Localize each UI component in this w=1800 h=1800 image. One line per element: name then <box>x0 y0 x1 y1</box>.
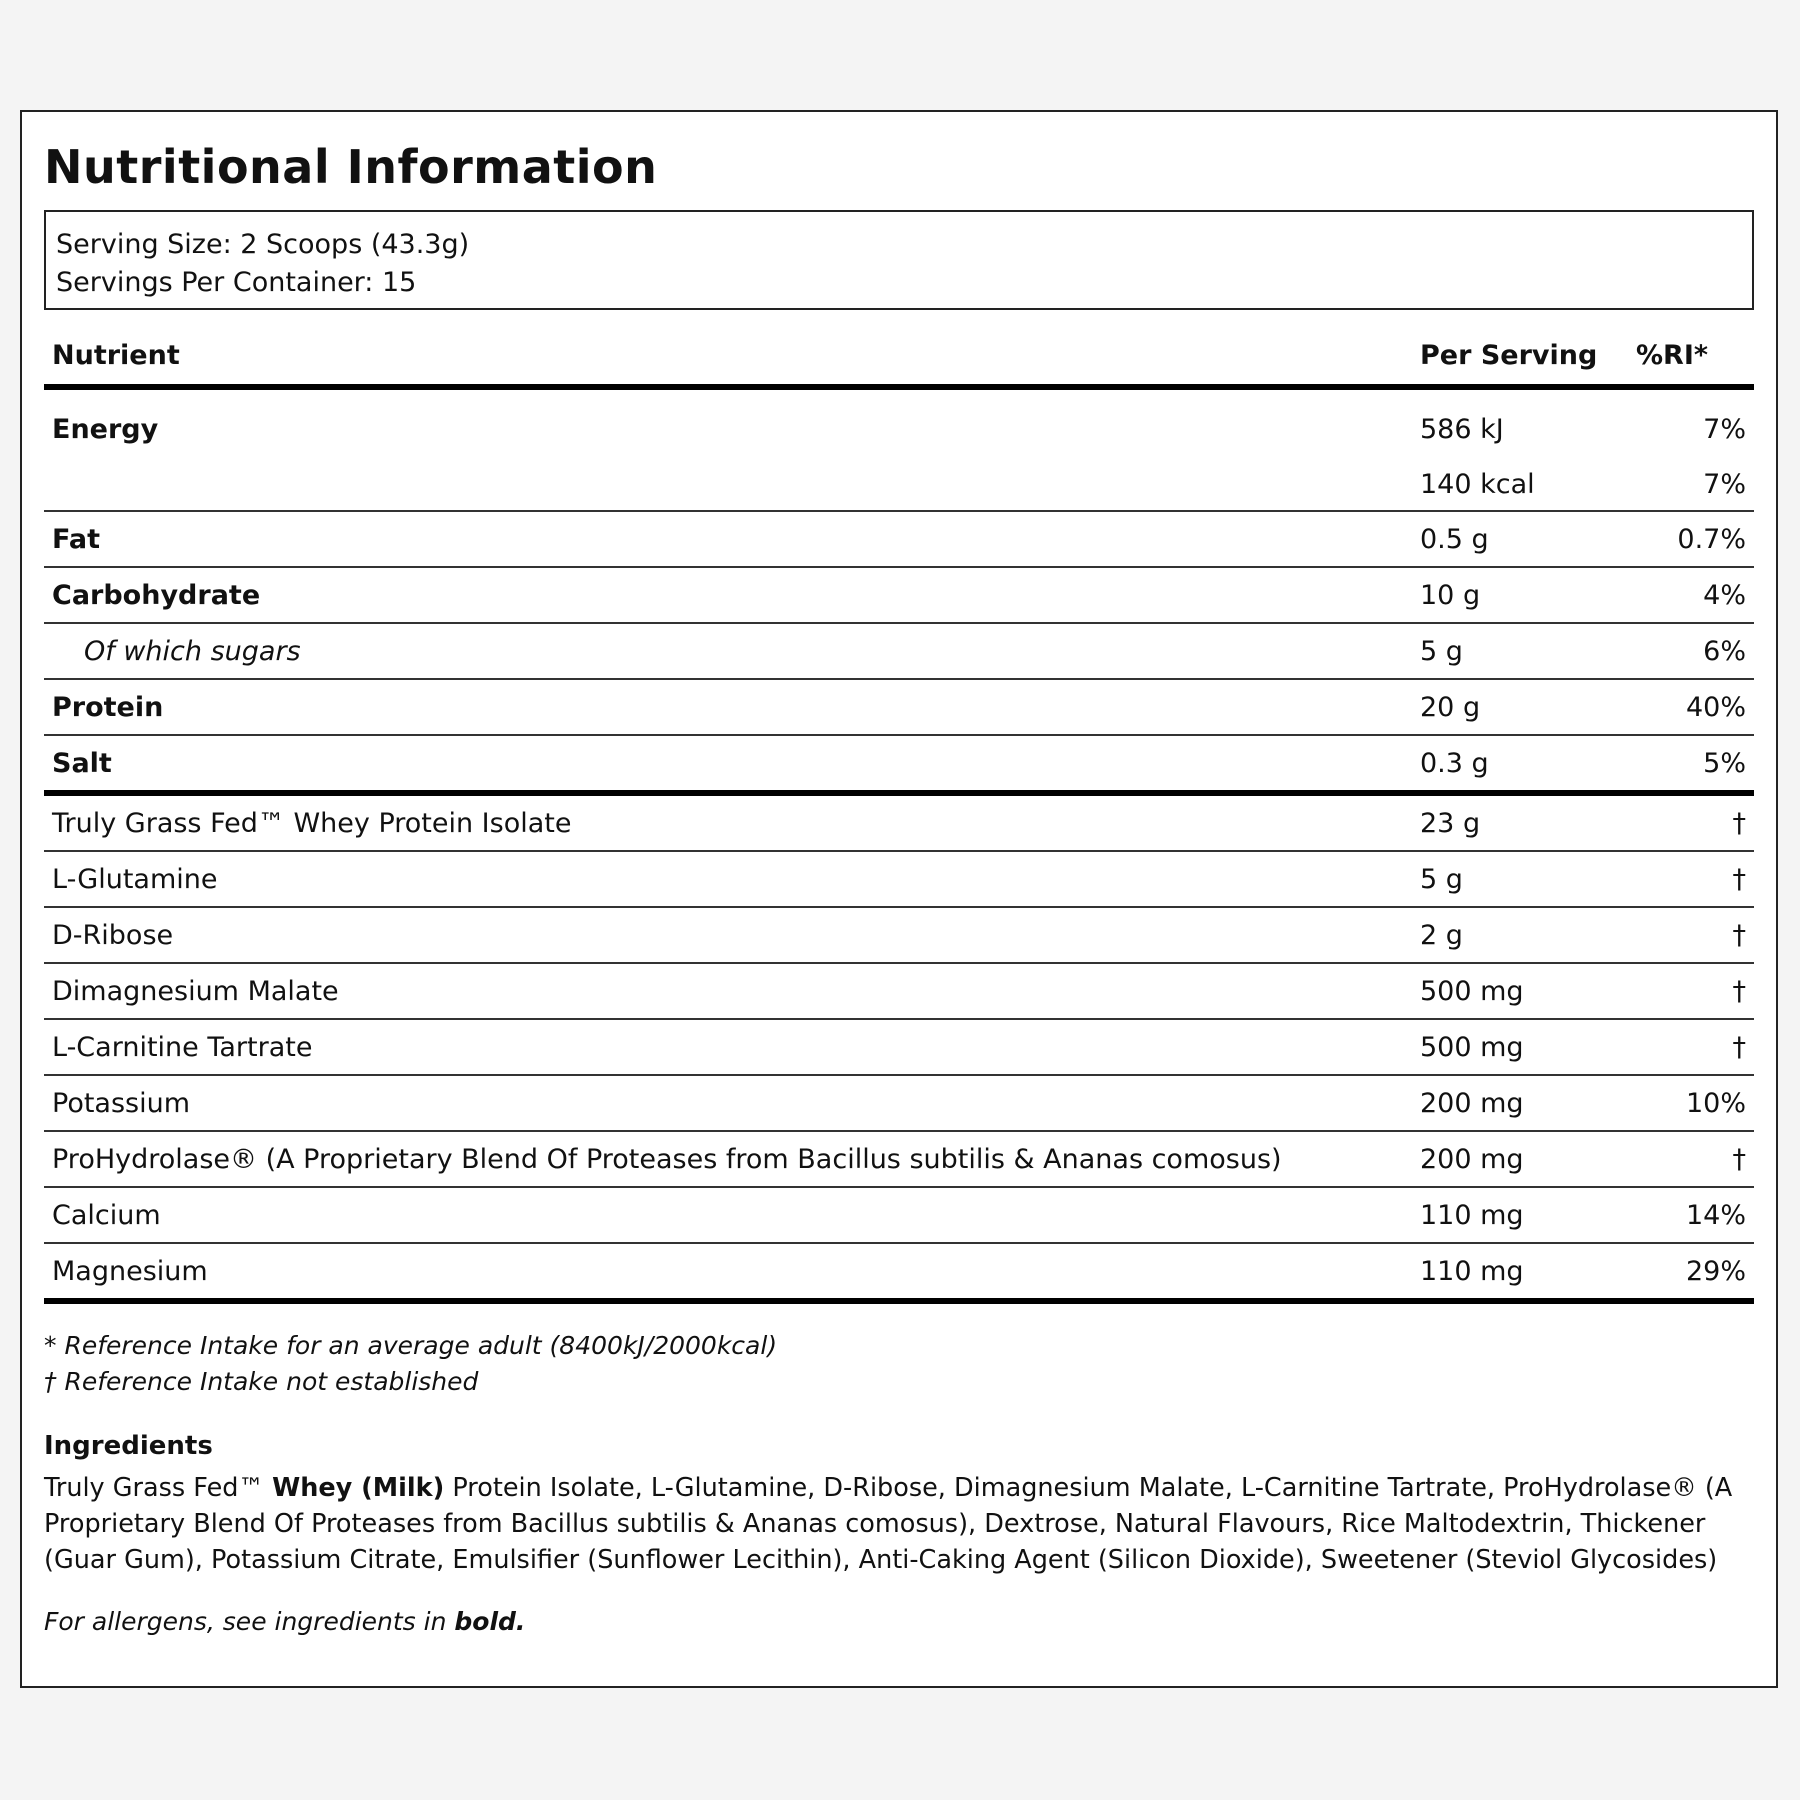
page-title: Nutritional Information <box>44 140 658 194</box>
ingredient-amount: 200 mg <box>1412 1075 1628 1131</box>
nutrient-ri: 0.7% <box>1628 511 1754 567</box>
ingredient-amount: 2 g <box>1412 907 1628 963</box>
nutrient-ri: 4% <box>1628 567 1754 623</box>
nutrient-ri: 6% <box>1628 623 1754 679</box>
ingredient-name: Magnesium <box>44 1243 1412 1301</box>
nutrient-name: Carbohydrate <box>44 567 1412 623</box>
ingredient-name: L-Glutamine <box>44 851 1412 907</box>
ingredient-name: Potassium <box>44 1075 1412 1131</box>
ingredient-amount: 110 mg <box>1412 1187 1628 1243</box>
nutrient-ri: 5% <box>1628 735 1754 793</box>
ingredient-ri: 10% <box>1628 1075 1754 1131</box>
footnotes <box>44 1328 1754 1400</box>
allergen-bold: Whey (Milk) <box>272 1473 445 1503</box>
header-nutrient: Nutrient <box>44 326 1412 387</box>
ingredient-ri: † <box>1628 1131 1754 1187</box>
table-row <box>44 735 1754 793</box>
ingredients-text-start: Truly Grass Fed™ <box>44 1473 273 1503</box>
nutrition-label <box>20 110 1778 1688</box>
ingredients-text-rest: Protein Isolate, L-Glutamine, D-Ribose, Dimagnesium Malate, L-Carnitine Tartrate, ProHydrolase® (A Proprietary Blend Of Proteases from Bacillus subtilis & Ananas comosus), Dextrose, Natural Flavours, Rice Maltodextrin, Thickener (Guar Gum), Potassium Citrate, Emulsifier (Sunflower Lecithin), Anti-Caking Agent (Silicon Dioxide), Sweetener (Steviol Glycosides) <box>44 1473 1733 1575</box>
nutrient-amount: 0.5 g <box>1412 511 1628 567</box>
nutrient-amount: 0.3 g <box>1412 735 1628 793</box>
nutrient-amount: 5 g <box>1412 623 1628 679</box>
energy-kj-ri: 7% <box>1703 413 1746 445</box>
energy-kj: 586 kJ <box>1420 413 1504 445</box>
ingredient-ri: † <box>1628 851 1754 907</box>
header-per-serving: Per Serving <box>1412 326 1628 387</box>
ingredient-amount: 23 g <box>1412 793 1628 851</box>
table-row-energy-kj <box>44 387 1754 458</box>
ingredient-ri: † <box>1628 963 1754 1019</box>
table-row <box>44 679 1754 735</box>
allergen-note <box>44 1604 1754 1640</box>
dagger-footnote: † Reference Intake not established <box>44 1367 479 1396</box>
table-row <box>44 1131 1754 1187</box>
ingredients-heading: Ingredients <box>44 1431 213 1461</box>
table-row <box>44 623 1754 679</box>
serving-size: Serving Size: 2 Scoops (43.3g) <box>56 229 470 260</box>
ingredient-ri: 14% <box>1628 1187 1754 1243</box>
ri-footnote: * Reference Intake for an average adult (8400kJ/2000kcal) <box>44 1331 778 1360</box>
ingredient-amount: 110 mg <box>1412 1243 1628 1301</box>
ingredient-ri: 29% <box>1628 1243 1754 1301</box>
ingredient-amount: 500 mg <box>1412 1019 1628 1075</box>
nutrient-amount: 10 g <box>1412 567 1628 623</box>
ingredient-ri: † <box>1628 1019 1754 1075</box>
nutrient-name: Protein <box>44 679 1412 735</box>
ingredient-name: Calcium <box>44 1187 1412 1243</box>
table-row-energy-kcal <box>44 458 1754 511</box>
ingredient-amount: 5 g <box>1412 851 1628 907</box>
nutrient-amount: 20 g <box>1412 679 1628 735</box>
allergen-note-text: For allergens, see ingredients in <box>44 1607 455 1636</box>
header-ri: %RI* <box>1628 326 1754 387</box>
table-row <box>44 1075 1754 1131</box>
allergen-note-bold: bold. <box>454 1607 526 1636</box>
table-row <box>44 1187 1754 1243</box>
ingredient-name: D-Ribose <box>44 907 1412 963</box>
table-row <box>44 567 1754 623</box>
energy-kcal-ri: 7% <box>1628 458 1754 511</box>
ingredient-amount: 500 mg <box>1412 963 1628 1019</box>
table-row <box>44 851 1754 907</box>
serving-info-box <box>44 210 1754 310</box>
table-row <box>44 907 1754 963</box>
ingredient-amount: 200 mg <box>1412 1131 1628 1187</box>
nutrient-name: Fat <box>44 511 1412 567</box>
ingredient-name: Dimagnesium Malate <box>44 963 1412 1019</box>
nutrient-name: Of which sugars <box>44 623 1412 679</box>
table-row <box>44 793 1754 851</box>
ingredient-ri: † <box>1628 907 1754 963</box>
ingredients-text <box>44 1470 1754 1578</box>
ingredient-name: L-Carnitine Tartrate <box>44 1019 1412 1075</box>
table-row <box>44 1019 1754 1075</box>
servings-per-container: Servings Per Container: 15 <box>56 267 417 298</box>
nutrition-table <box>44 326 1754 1304</box>
energy-kcal: 140 kcal <box>1412 458 1628 511</box>
table-row <box>44 1243 1754 1301</box>
energy-name: Energy <box>52 413 159 445</box>
table-header-row <box>44 326 1754 387</box>
ingredient-name: Truly Grass Fed™ Whey Protein Isolate <box>44 793 1412 851</box>
nutrient-ri: 40% <box>1628 679 1754 735</box>
table-row <box>44 511 1754 567</box>
ingredient-name: ProHydrolase® (A Proprietary Blend Of Proteases from Bacillus subtilis & Ananas comosus) <box>44 1131 1412 1187</box>
nutrient-name: Salt <box>44 735 1412 793</box>
ingredient-ri: † <box>1628 793 1754 851</box>
table-row <box>44 963 1754 1019</box>
